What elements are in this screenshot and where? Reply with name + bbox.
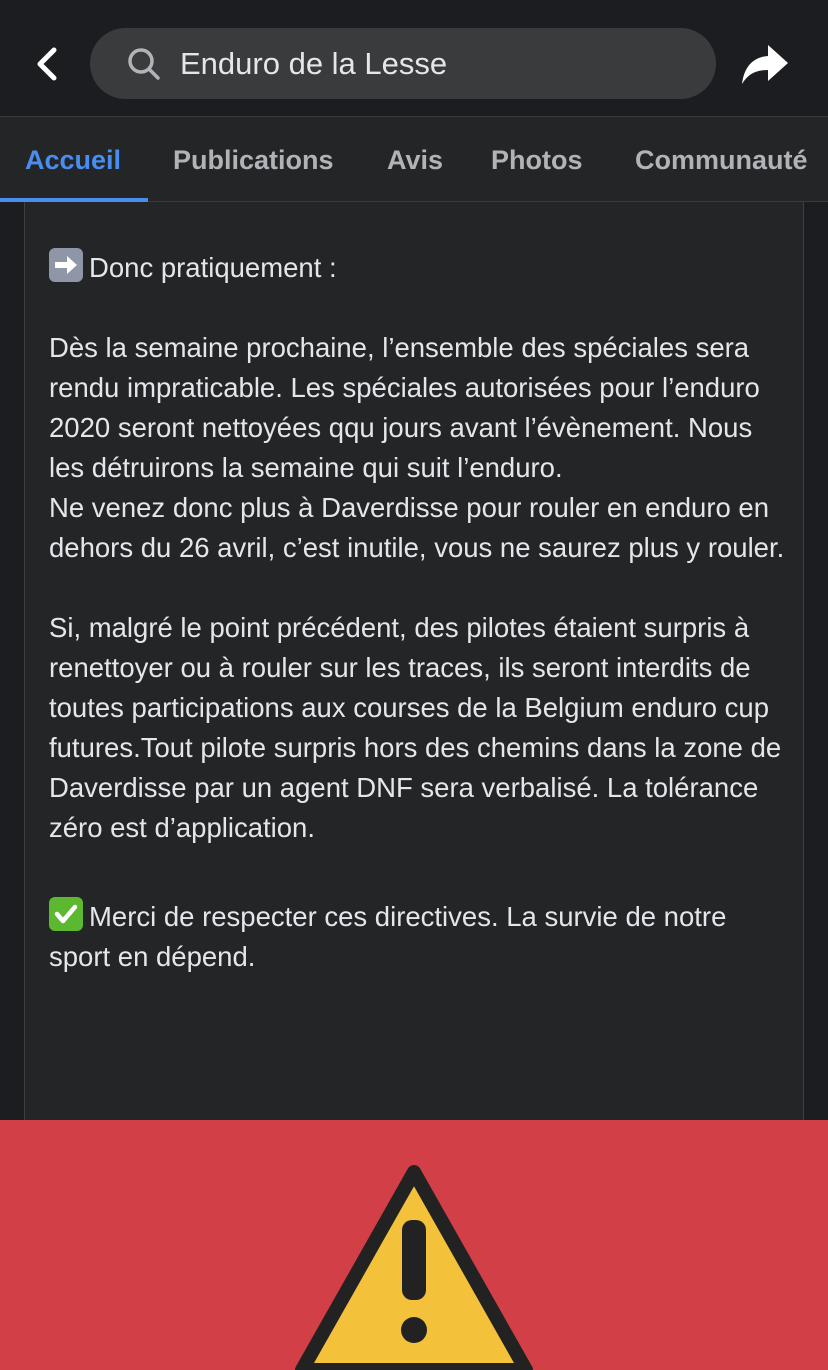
- tab-publications[interactable]: [173, 117, 334, 203]
- tab-label: Publications: [173, 144, 334, 175]
- tab-communaute[interactable]: [635, 117, 808, 203]
- tab-avis[interactable]: [387, 117, 443, 203]
- post-card: [24, 202, 804, 1120]
- back-button[interactable]: [22, 36, 72, 92]
- post-paragraph: Dès la semaine prochaine, l’ensemble des spéciales sera rendu impraticable. Les spéciales autorisées pour l’enduro 2020 seront nettoyées qqu jours avant l’évènement. Nous les détruirons la semaine qui suit l’enduro.: [49, 332, 760, 483]
- tab-label: Photos: [491, 144, 583, 175]
- post-text: [49, 248, 789, 977]
- search-icon: [124, 44, 164, 84]
- feed[interactable]: [0, 202, 828, 1120]
- search-query-text: Enduro de la Lesse: [180, 45, 448, 81]
- post-paragraph: Si, malgré le point précédent, des pilotes étaient surpris à renettoyer ou à rouler sur les traces, ils seront interdits de toutes participations aux courses de la Belgium enduro cup futures.Tout pilote surpris hors des chemins dans la zone de Daverdisse par un agent DNF sera verbalisé. La tolérance zéro est d’application.: [49, 612, 782, 843]
- post-image[interactable]: [0, 1120, 828, 1370]
- tab-label: Avis: [387, 144, 444, 175]
- share-button[interactable]: [736, 36, 794, 92]
- tab-label: Communauté: [635, 144, 808, 175]
- chevron-left-icon: [32, 44, 62, 84]
- post-closing-text: Merci de respecter ces directives. La survie de notre sport en dépend.: [49, 901, 727, 972]
- page-tabs: [0, 116, 828, 202]
- post-paragraph: Ne venez donc plus à Daverdisse pour rouler en enduro en dehors du 26 avril, c’est inutile, vous ne saurez plus y rouler.: [49, 492, 785, 563]
- post-heading-text: Donc pratiquement :: [89, 252, 337, 283]
- tab-accueil[interactable]: [25, 117, 121, 203]
- top-bar: [0, 0, 828, 116]
- right-arrow-icon: [49, 248, 83, 282]
- search-input[interactable]: [90, 28, 716, 99]
- tab-photos[interactable]: [491, 117, 583, 203]
- post-closing: [49, 897, 789, 977]
- tab-label: Accueil: [25, 144, 122, 175]
- post-heading: [49, 248, 789, 288]
- check-mark-icon: [49, 897, 83, 931]
- share-icon: [740, 41, 790, 87]
- warning-sign-icon: [0, 1120, 828, 1370]
